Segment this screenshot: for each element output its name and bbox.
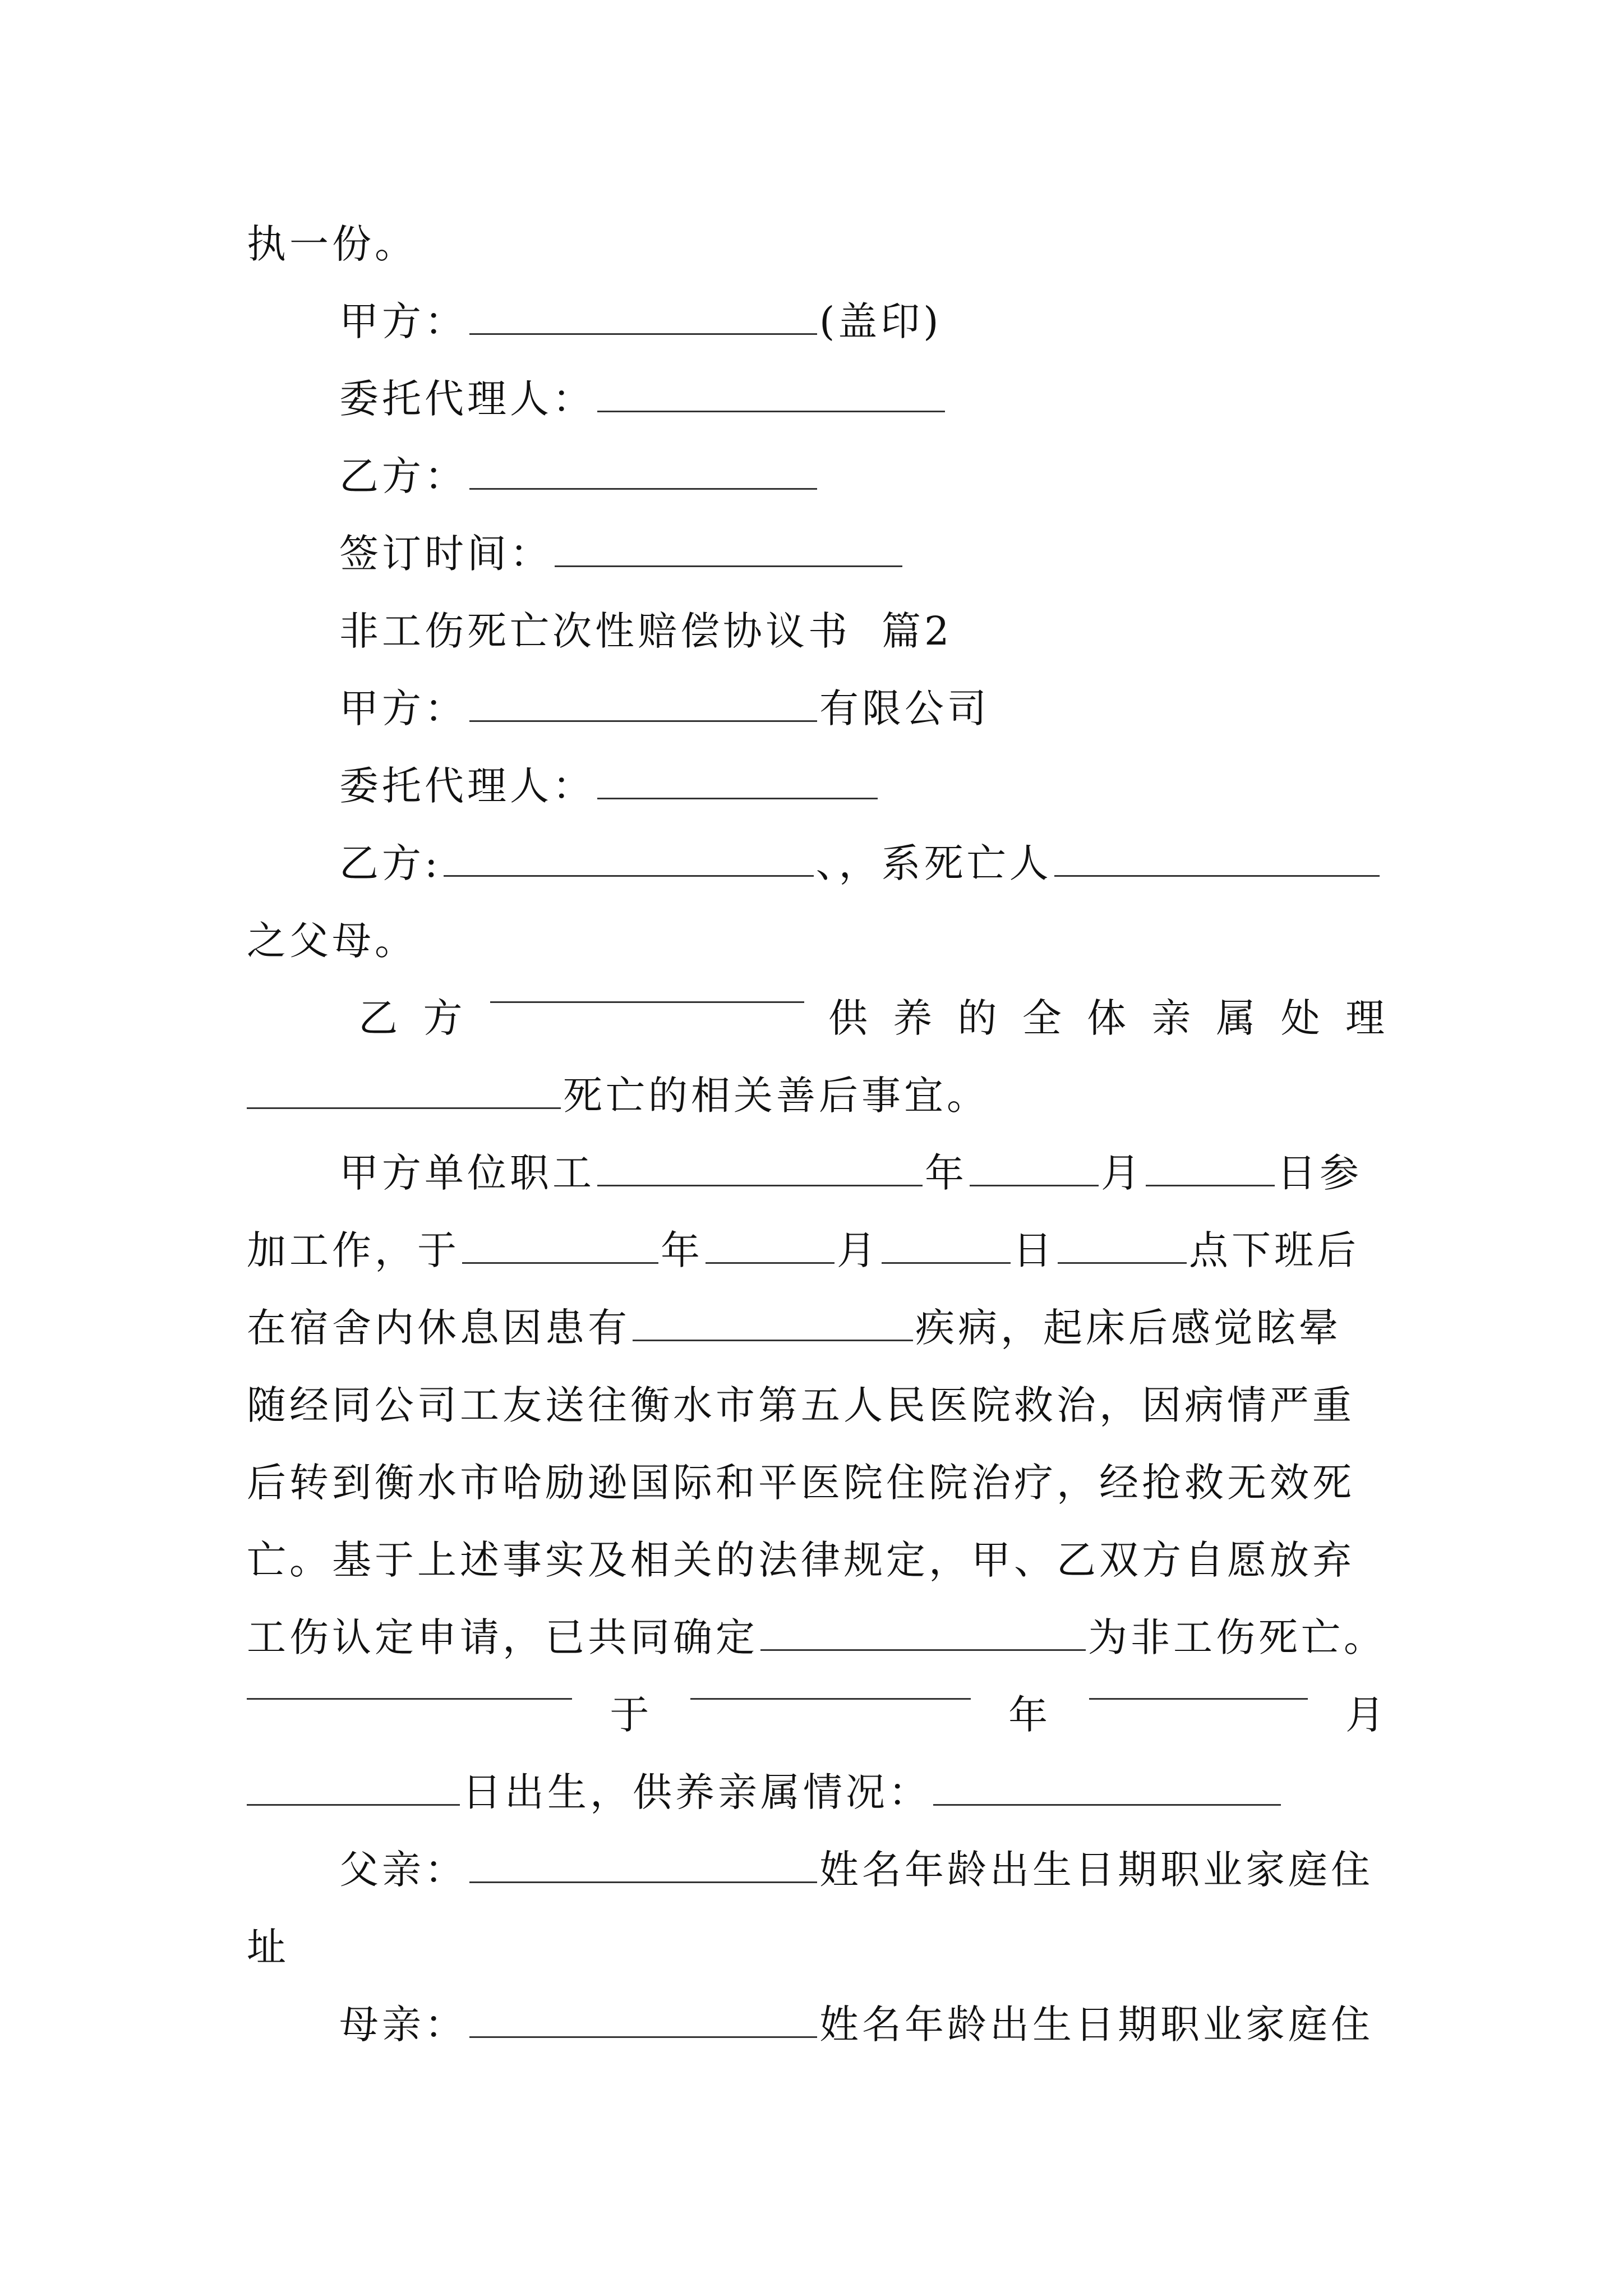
label: 委托代理人： [339,376,595,422]
line-18 [247,1532,1355,1588]
suffix: 姓名年龄出生日期职业家庭住 [819,2001,1373,2047]
section-part: 篇2 [882,608,953,654]
char: 全 [1022,995,1065,1041]
text: 点下班后 [1189,1227,1359,1273]
line-23 [247,1919,289,1975]
text: 日 [1013,1227,1055,1273]
blank-field[interactable] [1058,1251,1187,1264]
text: 随经同公司工友送往衡水市第五人民医院救治，因病情严重 [247,1382,1355,1428]
label: 母亲： [339,2001,467,2047]
line-aftermath [247,1068,989,1124]
blank-field[interactable] [469,709,817,722]
label: 委托代理人： [339,763,595,809]
line-party-b [339,448,819,504]
line-party-b-2 [339,835,1382,891]
char: 养 [893,995,936,1041]
blank-field[interactable] [597,399,945,412]
blank-field[interactable] [970,1174,1099,1186]
blank-field[interactable] [555,554,902,567]
char: 处 [1280,995,1324,1041]
text: 加工作，于 [247,1227,460,1273]
text: 在宿舍内休息因患有 [247,1305,630,1351]
line-section-title [339,603,953,659]
line-birth [247,1687,1388,1743]
blank-field[interactable] [933,1793,1281,1806]
blank-field[interactable] [706,1251,834,1264]
suffix: 死亡的相关善后事宜。 [563,1073,989,1119]
text: 执一份。 [247,221,417,267]
blank-field[interactable] [444,864,814,877]
text: 址 [247,1924,289,1970]
blank-field[interactable] [690,1687,971,1700]
label: 签订时间： [339,531,552,577]
line-17 [247,1455,1355,1511]
blank-field[interactable] [760,1638,1086,1651]
blank-field[interactable] [247,1793,460,1806]
char: 方 [423,995,466,1041]
blank-field[interactable] [469,1870,817,1883]
blank-field[interactable] [1146,1174,1275,1186]
mid: 、，系死亡人 [815,840,1052,886]
char: 的 [957,995,1000,1041]
blank-field[interactable] [633,1328,913,1341]
label: 甲方： [339,685,467,731]
label: 甲方： [339,298,467,344]
line-parents [247,913,417,969]
char: 属 [1216,995,1259,1041]
blank-field[interactable] [882,1251,1011,1264]
blank-field[interactable] [462,1251,658,1264]
char: 体 [1087,995,1129,1041]
text: 后转到衡水市哈励逊国际和平医院住院治疗，经抢救无效死 [247,1460,1355,1506]
text: 日参 [1277,1150,1362,1196]
line-determination [247,1609,1386,1665]
blank-field[interactable] [469,2025,817,2038]
text: 甲方单位职工 [339,1150,595,1196]
label: 父亲： [339,1847,467,1893]
line-party-a-company [339,680,990,737]
blank-field[interactable] [469,477,817,490]
suffix: (盖印) [819,298,942,344]
text: 于 [610,1692,653,1738]
text: 亡。基于上述事实及相关的法律规定，甲、乙双方自愿放弃 [247,1537,1355,1583]
line-father [339,1842,1373,1898]
text: 年 [661,1227,703,1273]
line-mother [339,1996,1373,2053]
suffix: 有限公司 [819,685,990,731]
section-title: 非工伤死亡次性赔偿协议书 [339,608,851,654]
line-sign-date [339,526,905,582]
label: 乙方： [339,453,467,499]
line-work-start [247,1222,1359,1278]
blank-field[interactable] [490,990,804,1003]
text: 月 [1101,1150,1144,1196]
text: 月 [1345,1692,1388,1738]
blank-field[interactable] [1089,1687,1308,1700]
line-illness [247,1300,1341,1356]
line-16 [247,1377,1355,1433]
line-1 [247,216,417,272]
text: 为非工伤死亡。 [1088,1614,1386,1660]
blank-field[interactable] [597,1174,923,1186]
text: 日出生，供养亲属情况： [462,1769,931,1815]
text: 工伤认定申请，已共同确定 [247,1614,758,1660]
char: 乙 [358,995,402,1041]
line-employee [339,1145,1362,1201]
text: 之父母。 [247,918,417,964]
text: 月 [837,1227,879,1273]
blank-field[interactable] [1054,864,1380,877]
suffix: 姓名年龄出生日期职业家庭住 [819,1847,1373,1893]
char: 供 [828,995,871,1041]
label: 乙方: [339,840,441,886]
blank-field[interactable] [247,1687,572,1700]
line-agent [339,371,947,427]
char: 亲 [1151,995,1195,1041]
char: 理 [1345,995,1388,1041]
text: 年 [1008,1692,1052,1738]
line-born-day [247,1764,1283,1820]
blank-field[interactable] [247,1096,561,1109]
line-dependents [247,990,1388,1046]
text: 年 [925,1150,967,1196]
blank-field[interactable] [597,786,878,799]
line-agent-2 [339,758,880,814]
blank-field[interactable] [469,322,817,335]
line-party-a-seal [339,293,942,349]
text: 疾病，起床后感觉眩晕 [915,1305,1341,1351]
